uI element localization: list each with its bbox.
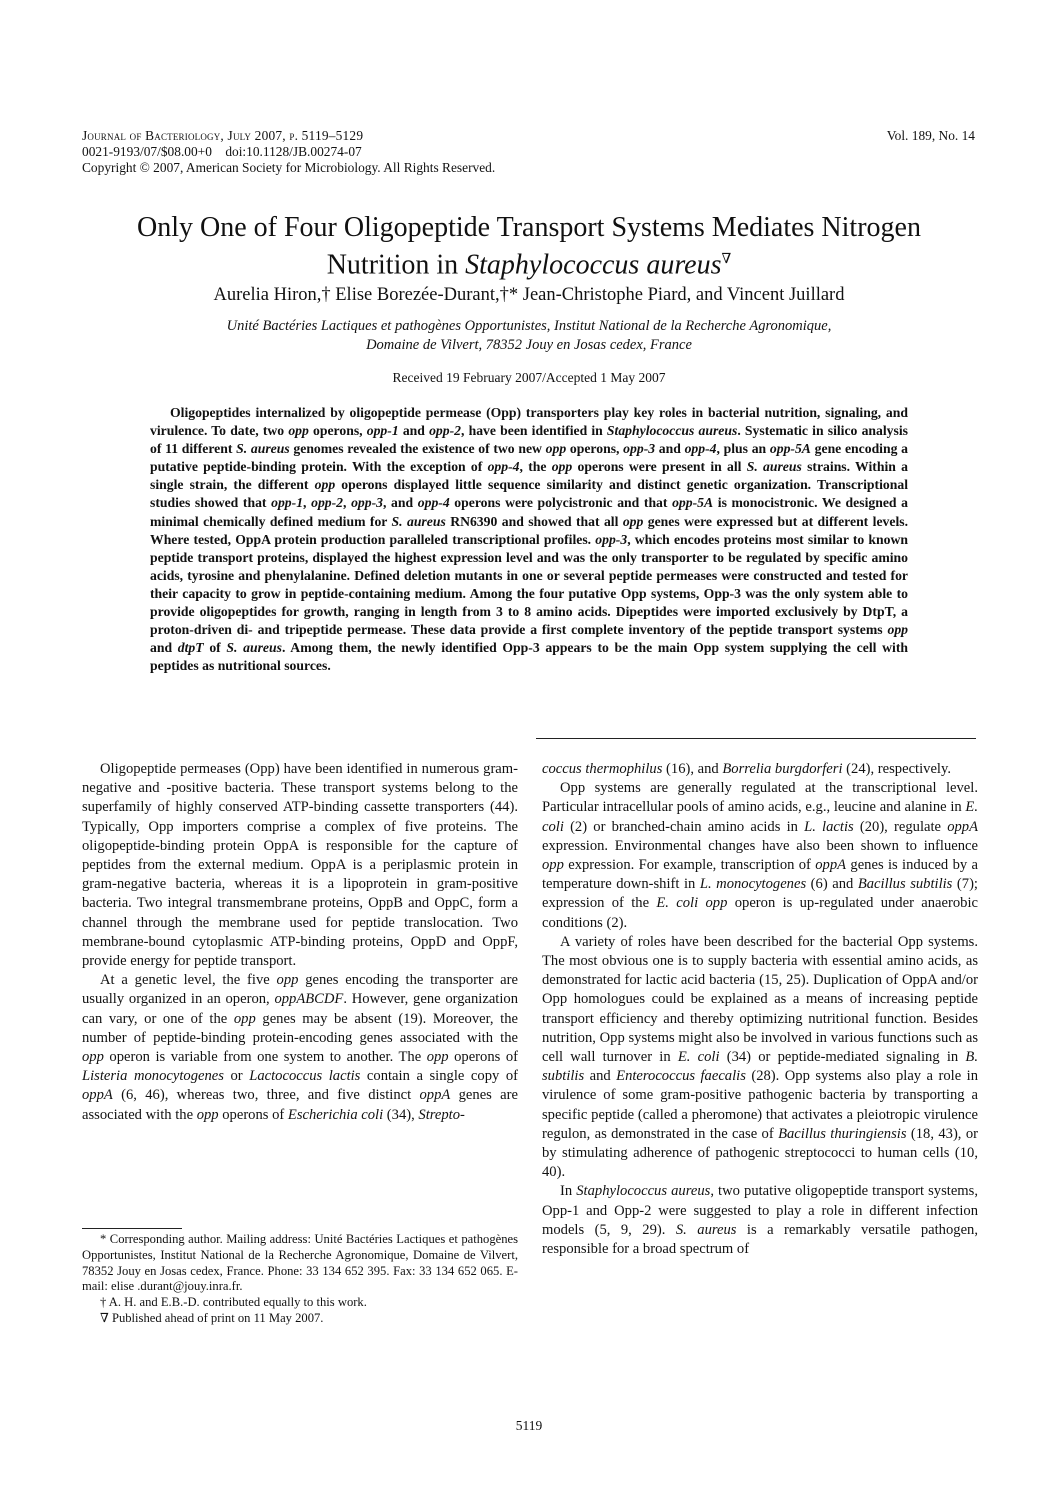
- abstract-italic: dtpT: [177, 640, 204, 656]
- text-run: genes may be absent (19). Moreover, the number of peptide-binding protein-encoding genes associated with the: [82, 1010, 518, 1046]
- paragraph: [542, 779, 978, 933]
- journal-line: Journal of Bacteriology, July 2007, p. 5119–5129: [82, 128, 364, 143]
- paragraph: [542, 1182, 978, 1259]
- text-run: At a genetic level, the five: [100, 972, 277, 989]
- abstract-italic: opp: [545, 441, 567, 457]
- abstract-italic: opp-2: [429, 423, 462, 439]
- text-run: . However, gene organization can vary, or one of the: [82, 991, 519, 1027]
- abstract-text: genes were expressed but at different levels. Where tested, OppA protein production paralleled transcriptional profiles.: [150, 513, 908, 547]
- text-run: (34) or peptide-mediated signaling in: [719, 1049, 966, 1066]
- gene-name: opp: [426, 1049, 449, 1066]
- abstract-text: ,: [303, 495, 312, 511]
- gene-name: opp: [196, 1106, 219, 1123]
- gene-name: oppA: [82, 1087, 113, 1104]
- gene-name: opp: [82, 1049, 104, 1066]
- text-run: genes are associated with the: [82, 1087, 518, 1123]
- text-run: operon is up-regulated under anaerobic conditions (2).: [542, 895, 978, 931]
- species-name: coccus thermophilus: [542, 761, 663, 777]
- text-run: (28). Opp systems also play a role in virulence of some gram-positive pathogenic bacteria by transporting a specific peptide (called a pheromone) that activates a pleiotropic virulence regulon, as demonstrated in the case of: [542, 1068, 978, 1142]
- text-run: (2) or branched-chain amino acids in: [563, 818, 805, 835]
- abstract-italic: opp-5A: [672, 495, 714, 511]
- paragraph: [542, 760, 978, 779]
- abstract-text: operons,: [566, 441, 624, 457]
- abstract-text: operons,: [308, 423, 367, 439]
- paragraph: Oligopeptide permeases (Opp) have been identified in numerous gram-negative and -positive bacteria. These transport systems belong to the superfamily of highly conserved ATP-binding cassette transporters (44). Typically, Opp importers comprise a complex of five proteins. The oligopeptide-binding protein OppA is responsible for the capture of peptides from the external medium. OppA is a periplasmic protein in gram-negative bacteria, whereas it is a lipoprotein in gram-positive bacteria. Two integral transmembrane proteins, OppB and OppC, form a channel through the membrane used for peptide translocation. Two membrane-bound cytoplasmic ATP-binding proteins, OppD and OppF, provide energy for peptide transport.: [82, 761, 518, 970]
- abstract-italic: opp-4: [684, 441, 717, 457]
- article-title: [60, 212, 998, 281]
- abstract-text: operons displayed little sequence similarity and distinct genetic organization. Transcriptional studies showed that: [150, 477, 909, 511]
- text-run: genes is induced by a temperature down-shift in: [542, 857, 978, 893]
- body-column-left: [82, 760, 518, 1125]
- abstract-text: , and: [383, 495, 418, 511]
- abstract-italic: opp: [622, 513, 644, 529]
- gene-name: oppABCDF: [274, 991, 344, 1008]
- gene-name: oppA: [419, 1087, 451, 1104]
- abstract-italic: opp: [314, 477, 336, 493]
- abstract-text: . Among them, the newly identified Opp-3 appears to be the main Opp system supplying the cell with peptides as nutritional sources.: [150, 640, 908, 674]
- species-name: Staphylococcus aureus: [576, 1183, 711, 1200]
- species-name: Listeria monocytogenes: [82, 1068, 224, 1085]
- gene-name: oppA: [947, 818, 979, 835]
- text-run: (34),: [383, 1106, 419, 1123]
- body-column-right: [542, 760, 978, 1259]
- abstract-divider: [536, 738, 976, 739]
- text-run: expression. For example, transcription of: [563, 857, 816, 874]
- abstract-text: , have been identified in: [461, 423, 607, 439]
- abstract-italic: S. aureus: [391, 513, 446, 529]
- species-name: Enterococcus faecalis: [616, 1068, 746, 1085]
- abstract-text: , plus an: [716, 441, 770, 457]
- text-run: (20), regulate: [853, 818, 948, 835]
- text-run: and: [584, 1068, 617, 1085]
- volume-issue: Vol. 189, No. 14: [886, 128, 975, 143]
- affiliation: [90, 317, 968, 355]
- abstract-text: operons were present in all: [572, 459, 747, 475]
- abstract-italic: opp-3: [623, 441, 656, 457]
- page-number: 5119: [515, 1418, 543, 1433]
- abstract-text: is monocistronic. We designed a minimal chemically defined medium for: [150, 495, 908, 529]
- text-run: expression. Environmental changes have also been shown to influence: [542, 837, 978, 854]
- abstract-italic: opp-3: [351, 495, 384, 511]
- running-header: [82, 128, 495, 176]
- text-run: (7); expression of the: [542, 876, 978, 912]
- species-name: Bacillus thuringiensis: [778, 1125, 907, 1142]
- author-list: Aurelia Hiron,† Elise Borezée-Durant,†* Jean-Christophe Piard, and Vincent Juillard: [213, 285, 845, 305]
- text-run: In: [560, 1183, 577, 1200]
- text-run: (16), and: [662, 761, 723, 777]
- text-run: (6, 46), whereas two, three, and five distinct: [112, 1087, 420, 1104]
- footnote-equal-contribution: † A. H. and E.B.-D. contributed equally to this work.: [100, 1295, 367, 1310]
- footnote-corresponding: * Corresponding author. Mailing address: Unité Bactéries Lactiques et pathogènes Opportunistes, Institut National de la Recherche Agronomique, Domaine de Vilvert, 78352 Jouy en Josas cedex, France. Phone: 33 134 652 395. Fax: 33 134 652 065. E-mail: elise .durant@jouy.inra.fr.: [82, 1232, 518, 1294]
- text-run: or: [223, 1068, 250, 1085]
- abstract-italic: opp-1: [271, 495, 304, 511]
- abstract-text: . Systematic in silico analysis of 11 different: [150, 423, 908, 457]
- text-run: genes encoding the transporter are usually organized in an operon,: [82, 972, 518, 1008]
- gene-name: opp: [276, 972, 299, 989]
- species-name: L. monocytogenes: [699, 876, 807, 893]
- abstract-italic: opp-2: [311, 495, 344, 511]
- abstract-italic: opp: [551, 459, 573, 475]
- text-run: is a remarkably versatile pathogen, responsible for a broad spectrum of: [542, 1221, 978, 1258]
- abstract-italic: S. aureus: [226, 640, 282, 656]
- abstract-italic: S. aureus: [236, 441, 290, 457]
- abstract-text: , which encodes proteins most similar to known peptide transport proteins, displayed the highest expression level and was the only transporter to be regulated by specific amino acids, tyrosine and phenylalanine. Defined deletion mutants in one or several peptide permeases were constructed and tested for their capacity to grow in peptide-containing medium. Among the four putative Opp systems, Opp-3 was the only system able to provide oligopeptides for growth, ranging in length from 3 to 8 amino acids. Dipeptides were imported exclusively by DtpT, a proton-driven di- and tripeptide permease. These data provide a first complete inventory of the peptide transport systems: [150, 531, 908, 638]
- text-run: (24), respectively.: [842, 761, 951, 777]
- abstract-text: Oligopeptides internalized by oligopeptide permease (Opp) transporters play key roles in bacterial nutrition, signaling, and virulence. To date, two: [150, 405, 908, 439]
- text-run: , two putative oligopeptide transport systems, Opp-1 and Opp-2 were suggested to play a role in different infection models (5, 9, 29).: [542, 1183, 978, 1238]
- received-accepted-dates: Received 19 February 2007/Accepted 1 May 2007: [392, 370, 666, 385]
- text-run: (6) and: [806, 876, 858, 893]
- abstract-italic: opp-4: [417, 495, 450, 511]
- affiliation-line-1: Unité Bactéries Lactiques et pathogènes Opportunistes, Institut National de la Recherche Agronomique,: [226, 318, 832, 334]
- abstract-text: genomes revealed the existence of two new: [289, 441, 546, 457]
- abstract-text: RN6390 and showed that all: [445, 513, 623, 529]
- gene-name: oppA: [815, 857, 847, 874]
- species-name: Borrelia burgdorferi: [722, 761, 843, 777]
- text-run: operon is variable from one system to another. The: [103, 1049, 427, 1066]
- title-line-2: [60, 244, 998, 281]
- title-line-1: Only One of Four Oligopeptide Transport Systems Mediates Nitrogen: [137, 212, 921, 243]
- paragraph: [82, 971, 518, 1125]
- abstract-text: gene encoding a putative peptide-binding protein. With the exception of: [150, 441, 908, 475]
- text-run: (18, 43), or by stimulating adherence of pathogenic streptococci to human cells (10, 40).: [542, 1125, 978, 1181]
- abstract-text: , the: [519, 459, 552, 475]
- text-run: A variety of roles have been described for the bacterial Opp systems. The most obvious one is to supply bacteria with essential amino acids, as demonstrated for lactic acid bacteria (15, 25). Duplication of OppA and/or Opp homologues could be explained as a means of increasing peptide transport efficiency and thereby optimizing nutritional function. Besides nutrition, Opp systems might also be involved in various functions such as cell wall turnover in: [542, 933, 978, 1066]
- copyright-line: Copyright © 2007, American Society for Microbiology. All Rights Reserved.: [82, 160, 496, 175]
- abstract: [150, 404, 908, 675]
- species-name: E. coli opp: [656, 895, 728, 912]
- abstract-text: ,: [343, 495, 352, 511]
- footnote-published: ∇ Published ahead of print on 11 May 2007.: [100, 1310, 324, 1325]
- abstract-italic: Staphylococcus aureus: [606, 423, 738, 439]
- footnotes: [82, 1232, 518, 1327]
- footnote-divider: [82, 1228, 182, 1229]
- abstract-text: and: [150, 640, 178, 656]
- title-text: Nutrition in: [326, 249, 466, 281]
- text-run: contain a single copy of: [360, 1068, 518, 1085]
- text-run: operons of: [448, 1049, 518, 1066]
- abstract-italic: opp: [887, 622, 908, 638]
- species-name: B. subtilis: [542, 1049, 978, 1085]
- abstract-italic: opp-4: [487, 459, 520, 475]
- abstract-text: and: [398, 423, 430, 439]
- abstract-text: of: [203, 640, 227, 656]
- species-name: E. coli: [542, 799, 978, 835]
- text-run: Opp systems are generally regulated at the transcriptional level. Particular intracellular pools of amino acids, e.g., leucine and alanine in: [542, 780, 978, 816]
- affiliation-line-2: Domaine de Vilvert, 78352 Jouy en Josas cedex, France: [366, 337, 692, 353]
- abstract-italic: opp-1: [366, 423, 399, 439]
- gene-name: opp: [233, 1010, 256, 1027]
- abstract-text: and: [655, 441, 685, 457]
- abstract-italic: opp-3: [595, 531, 628, 547]
- species-name: Escherichia coli: [287, 1106, 384, 1123]
- species-name: Bacillus subtilis: [857, 876, 953, 893]
- abstract-italic: S. aureus: [746, 459, 802, 475]
- issn-doi-line: 0021-9193/07/$08.00+0 doi:10.1128/JB.00274-07: [82, 144, 362, 159]
- abstract-italic: opp-5A: [769, 441, 811, 457]
- species-name: S. aureus: [675, 1221, 737, 1238]
- text-run: operons of: [218, 1106, 288, 1123]
- title-species: Staphylococcus aureus: [465, 249, 722, 281]
- title-footnote-mark: ∇: [721, 252, 732, 267]
- species-name: Lactococcus lactis: [249, 1068, 361, 1085]
- abstract-italic: opp: [288, 423, 309, 439]
- abstract-text: operons were polycistronic and that: [449, 495, 673, 511]
- species-name: E. coli: [677, 1049, 720, 1066]
- gene-name: opp: [542, 857, 564, 874]
- species-name: Strepto-: [418, 1106, 465, 1123]
- abstract-text: strains. Within a single strain, the different: [150, 459, 908, 493]
- species-name: L. lactis: [804, 818, 854, 835]
- paragraph: [542, 933, 978, 1183]
